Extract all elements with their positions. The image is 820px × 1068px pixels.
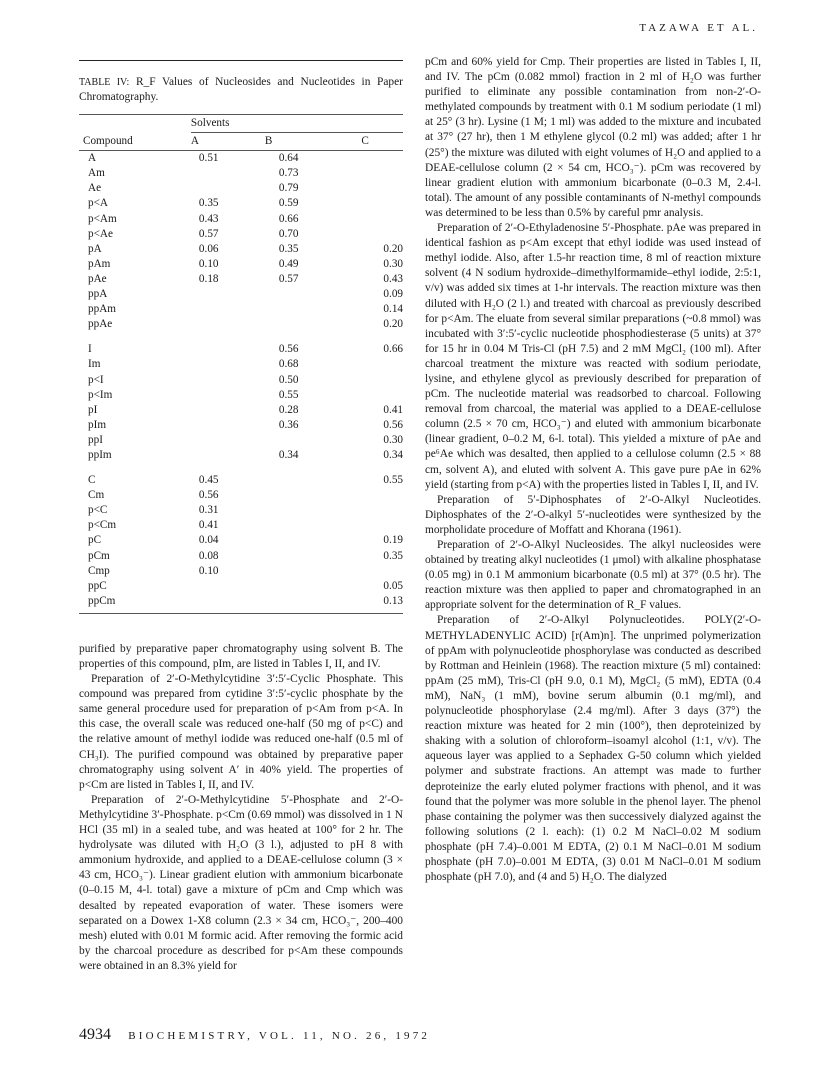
rf-value-cell: 0.57 xyxy=(198,227,219,240)
rf-value-cell xyxy=(265,433,362,448)
rf-value-cell xyxy=(191,317,265,332)
compound-cell: A xyxy=(88,152,97,165)
rf-value-cell xyxy=(361,151,403,167)
rf-value-cell: 0.41 xyxy=(383,403,403,416)
column-header-a: A xyxy=(191,133,265,151)
compound-cell: pCm xyxy=(88,549,110,562)
table-row xyxy=(79,579,403,594)
rf-value-cell: 0.04 xyxy=(198,534,219,547)
table-row xyxy=(79,196,403,211)
compound-cell: p<Am xyxy=(88,212,117,225)
rf-value-cell xyxy=(191,357,265,372)
table-row xyxy=(79,373,403,388)
rf-value-cell xyxy=(361,518,403,533)
table-row xyxy=(79,564,403,579)
rf-value-cell xyxy=(265,302,362,317)
compound-cell: I xyxy=(88,343,92,356)
rf-value-cell xyxy=(191,342,265,357)
rf-value-cell: 0.41 xyxy=(198,519,219,532)
rf-value-cell xyxy=(265,488,362,503)
compound-cell: Im xyxy=(88,358,101,371)
compound-cell: Cmp xyxy=(88,564,110,577)
left-paragraph: Preparation of 2′-O-Methylcytidine 5′-Phosphate and 2′-O-Methylcytidine 3′-Phosphate. p<Cm (0.69 mmol) was dissolved in 1 N HCl (35 ml) in a sealed tube, and was heated at 100° for 2 hr. The hydrolysate was diluted with H₂O (3 l.), adjusted to pH 8 with ammonium hydroxide, and applied to a DEAE-cellulose column (3 × 43 cm, HCO₃⁻). Linear gradient elution with ammonium bicarbonate (0–0.15 M, 4-l. total) gave a mixture of pCm and Cmp which was desalted by repeated evaporation of water. These isomers were separated on a Dowex 1-X8 column (2.3 × 34 cm, HCO₃⁻, 200–400 mesh) eluted with 0.01 M formic acid. After removing the formic acid by the charcoal procedure as described for p<Am these compounds were obtained in an 8.3% yield for xyxy=(79,793,403,972)
table-row xyxy=(79,317,403,332)
rf-value-cell xyxy=(191,594,265,609)
rf-value-cell xyxy=(361,212,403,227)
rf-value-cell xyxy=(191,181,265,196)
column-header-compound: Compound xyxy=(79,133,191,151)
rf-value-cell xyxy=(191,166,265,181)
column-header-b: B xyxy=(265,133,362,151)
rf-value-cell xyxy=(265,579,362,594)
rf-value-cell xyxy=(361,388,403,403)
compound-cell: ppI xyxy=(88,433,103,446)
compound-cell: p<A xyxy=(88,197,108,210)
rf-value-cell xyxy=(265,287,362,302)
compound-cell: ppIm xyxy=(88,448,112,461)
table-row xyxy=(79,257,403,272)
rf-value-cell: 0.13 xyxy=(383,594,403,607)
rf-value-cell: 0.43 xyxy=(198,212,219,225)
rf-value-cell xyxy=(191,373,265,388)
group-spacer xyxy=(79,332,403,342)
table-row xyxy=(79,342,403,357)
rf-table xyxy=(79,114,403,609)
compound-cell: Ae xyxy=(88,182,102,195)
rf-value-cell xyxy=(265,564,362,579)
rf-value-cell: 0.70 xyxy=(278,227,299,240)
page-footer xyxy=(79,1026,430,1044)
rf-value-cell xyxy=(191,433,265,448)
table-row xyxy=(79,433,403,448)
table-row xyxy=(79,503,403,518)
rf-value-cell: 0.55 xyxy=(278,388,299,401)
rf-value-cell: 0.51 xyxy=(198,152,219,165)
rf-value-cell: 0.18 xyxy=(198,272,219,285)
rf-value-cell xyxy=(361,357,403,372)
table-caption xyxy=(79,60,403,104)
rf-value-cell xyxy=(265,533,362,548)
table-row xyxy=(79,488,403,503)
rf-value-cell: 0.56 xyxy=(383,418,403,431)
compound-cell: p<C xyxy=(88,504,108,517)
group-spacer xyxy=(79,463,403,473)
rf-value-cell xyxy=(361,373,403,388)
right-paragraph: pCm and 60% yield for Cmp. Their properties are listed in Tables I, II, and IV. The pCm (0.082 mmol) fraction in 2 ml of H₂O was further purified to eliminate any possible contamination from non-2′-O-methylated compounds by treatment with 0.1 M sodium periodate (1 ml) at 25° (3 hr). Lysine (1 M; 1 ml) was added to the mixture and incubated at 37° (27 hr), then 1 M ethylene glycol (0.2 ml) was added; after 1 hr (25°) the mixture was diluted with eight volumes of H₂O and applied to a DEAE-cellulose column (2 × 54 cm, HCO₃⁻). pCm was recovered by linear gradient elution with ammonium bicarbonate (0–0.3 M, 2.4-l. total). The amount of any possible contaminants of N-methyl compounds was determined to be less than 0.5% by careful pmr analysis. xyxy=(425,56,761,219)
rf-value-cell: 0.66 xyxy=(278,212,299,225)
rf-value-cell xyxy=(265,549,362,564)
rf-value-cell: 0.35 xyxy=(198,197,219,210)
compound-cell: Cm xyxy=(88,489,105,502)
rf-value-cell: 0.14 xyxy=(383,303,403,316)
rf-value-cell: 0.05 xyxy=(383,579,403,592)
left-column xyxy=(79,60,403,974)
rf-value-cell: 0.43 xyxy=(383,272,403,285)
rf-value-cell xyxy=(361,166,403,181)
compound-cell: Am xyxy=(88,167,105,180)
table-row xyxy=(79,302,403,317)
journal-citation: BIOCHEMISTRY, VOL. 11, NO. 26, 1972 xyxy=(128,1030,431,1042)
rf-value-cell: 0.73 xyxy=(278,167,299,180)
left-paragraph: purified by preparative paper chromatography using solvent B. The properties of this compound, pIm, are listed in Tables I, II, and IV. xyxy=(79,642,403,670)
rf-value-cell xyxy=(265,518,362,533)
rf-value-cell xyxy=(191,448,265,463)
rf-value-cell xyxy=(361,227,403,242)
rf-value-cell xyxy=(265,503,362,518)
table-row xyxy=(79,448,403,463)
compound-cell: ppAe xyxy=(88,318,113,331)
right-paragraph: Preparation of 5′-Diphosphates of 2′-O-Alkyl Nucleotides. Diphosphates of the 2′-O-alkyl 5′-nucleotides were synthesized by the morpholidate procedure of Moffatt and Khorana (1961). xyxy=(425,493,761,536)
table-row xyxy=(79,533,403,548)
rf-value-cell xyxy=(361,564,403,579)
rf-value-cell: 0.56 xyxy=(278,343,299,356)
rf-value-cell: 0.19 xyxy=(383,534,403,547)
compound-cell: ppA xyxy=(88,288,108,301)
table-row xyxy=(79,227,403,242)
table-label: TABLE IV: xyxy=(79,77,130,88)
compound-cell: ppAm xyxy=(88,303,116,316)
rf-value-cell xyxy=(265,594,362,609)
rf-value-cell: 0.79 xyxy=(278,182,299,195)
compound-cell: ppC xyxy=(88,579,107,592)
compound-cell: C xyxy=(88,474,96,487)
right-paragraph: Preparation of 2′-O-Alkyl Nucleosides. The alkyl nucleosides were obtained by treating alkyl nucleotides (1 μmol) with alkaline phosphatase (0.05 mg) in 0.1 M ammonium bicarbonate (0.5 ml) at 37° (0.5 hr). The reaction mixture was then applied to paper and chromatographed in an appropriate solvent for the determination of R_F values. xyxy=(425,539,761,612)
rf-value-cell: 0.08 xyxy=(198,549,219,562)
table-row xyxy=(79,518,403,533)
rf-value-cell: 0.36 xyxy=(278,418,299,431)
rf-value-cell: 0.59 xyxy=(278,197,299,210)
rf-value-cell xyxy=(191,579,265,594)
left-paragraph: Preparation of 2′-O-Methylcytidine 3′:5′-Cyclic Phosphate. This compound was prepared from cytidine 3′:5′-cyclic phosphate by the same general procedure used for preparation of p<Am from p<A. In this case, the overall scale was reduced one-half (50 mg of p<C) and the relative amount of methyl iodide was reduced one-half (0.5 ml of CH₃I). The purified compound was obtained by preparative paper chromatography using solvent A′ in 40% yield. The properties of p<Cm are listed in Tables I, II, and IV. xyxy=(79,673,403,791)
rf-value-cell xyxy=(191,302,265,317)
table-row xyxy=(79,403,403,418)
rf-value-cell: 0.34 xyxy=(383,448,403,461)
rf-value-cell: 0.28 xyxy=(278,403,299,416)
running-header: TAZAWA ET AL. xyxy=(639,22,758,34)
rf-value-cell xyxy=(361,503,403,518)
right-paragraph: Preparation of 2′-O-Ethyladenosine 5′-Phosphate. pAe was prepared in identical fashion as p<Am except that ethyl iodide was used instead of methyl iodide. Also, after 1.5-hr reaction time, 8 ml of reaction mixture solvent (4 N sodium hydroxide–dimethylformamide–ethyl iodide, 2:5:1, v/v) was added six times at 1-hr intervals. The reaction mixture was then diluted with H₂O (2 l.) and treated with charcoal as previously described for p<Am. The eluate from several similar preparations (~0.8 mmol) was incubated with 3′:5′-cyclic nucleotide phosphodiesterase (5 units) at 37° for 15 hr in 0.04 M Tris-Cl (pH 7.5) and 2 mM MgCl₂ (100 ml). After charcoal treatment the mixture was reacted with sodium periodate, lysine, and ethylene glycol as previously described for preparation of pCm. The nucleotide material was readsorbed to charcoal. Following removal from charcoal, the material was applied to a DEAE-cellulose column (2.5 × 70 cm, HCO₃⁻) and eluted with ammonium bicarbonate (linear gradient, 0–0.2 M, 6-l. total). This yielded a mixture of pAe and pe⁶Ae which was desalted, then applied to a cellulose column (2.5 × 88 cm, solvent A), and eluted with solvent A. This gave pure pAe in 62% yield (starting from p<A) with the properties listed in Tables I, II, and IV. xyxy=(425,222,761,491)
table-row xyxy=(79,151,403,167)
rf-value-cell: 0.06 xyxy=(198,242,219,255)
solvents-header: Solvents xyxy=(191,115,403,133)
compound-cell: pA xyxy=(88,242,102,255)
rf-value-cell: 0.30 xyxy=(383,433,403,446)
rf-value-cell: 0.34 xyxy=(278,448,299,461)
rf-value-cell: 0.64 xyxy=(278,152,299,165)
table-row xyxy=(79,242,403,257)
rf-value-cell: 0.20 xyxy=(383,242,403,255)
rf-value-cell: 0.49 xyxy=(278,257,299,270)
rf-value-cell: 0.30 xyxy=(383,257,403,270)
table-row xyxy=(79,418,403,433)
page-number: 4934 xyxy=(79,1026,111,1043)
rf-value-cell: 0.10 xyxy=(198,564,219,577)
table-row xyxy=(79,357,403,372)
column-header-c: C xyxy=(361,133,403,151)
rf-value-cell: 0.45 xyxy=(198,474,219,487)
right-column xyxy=(425,55,761,885)
compound-cell: pI xyxy=(88,403,98,416)
rf-value-cell: 0.55 xyxy=(383,474,403,487)
table-row xyxy=(79,212,403,227)
rf-value-cell xyxy=(191,418,265,433)
table-row xyxy=(79,388,403,403)
rf-value-cell xyxy=(265,317,362,332)
compound-cell: p<Im xyxy=(88,388,113,401)
rf-value-cell xyxy=(191,388,265,403)
rf-value-cell: 0.56 xyxy=(198,489,219,502)
rf-value-cell xyxy=(191,403,265,418)
table-row xyxy=(79,181,403,196)
rf-value-cell: 0.66 xyxy=(383,343,403,356)
compound-cell: p<Ae xyxy=(88,227,113,240)
compound-cell: pAe xyxy=(88,272,107,285)
rf-value-cell: 0.50 xyxy=(278,373,299,386)
rf-value-cell xyxy=(265,473,362,488)
compound-cell: pIm xyxy=(88,418,107,431)
rf-value-cell xyxy=(361,488,403,503)
rf-value-cell xyxy=(361,181,403,196)
table-row xyxy=(79,166,403,181)
table-row xyxy=(79,549,403,564)
rf-value-cell: 0.35 xyxy=(383,549,403,562)
right-paragraph: Preparation of 2′-O-Alkyl Polynucleotides. POLY(2′-O-METHYLADENYLIC ACID) [r(Am)n]. The unprimed polymerization of ppAm with polynucleotide phosphorylase was conducted as described by Rottman and Heinlein (1968). The reaction mixture (5 ml) contained: ppAm (25 mM), Tris-Cl (pH 9.0, 0.1 M), MgCl₂ (5 mM), EDTA (0.4 mM), NaN₃ (1 mM), bovine serum albumin (0.1 mg/ml), and polynucleotide phosphorylase (2.4 mg/ml). After 3 days (37°) the reaction mixture was heated for 2 min (100°), then deproteinized by shaking with a solution of chloroform–isoamyl alcohol (1:1, v/v). The aqueous layer was applied to a Sephadex G-50 column which yielded polymer and substrate fractions. An attempt was made to further deproteinize the early eluted polymer fractions with phenol, and it was found that the polymer was more soluble in the phenol layer. The phenol phase containing the polymer was then successively dialyzed against the following solutions (2 l. each): (1) 0.2 M NaCl–0.02 M sodium phosphate (pH 7.4)–0.001 M EDTA, (2) 0.1 M NaCl–0.01 M sodium phosphate (pH 7.0)–0.001 M EDTA, (3) 0.01 M NaCl–0.01 M sodium phosphate (pH 7.0), and (4 and 5) H₂O. The dialyzed xyxy=(425,614,761,884)
left-body-text xyxy=(79,642,403,974)
table-row xyxy=(79,272,403,287)
rf-value-cell: 0.57 xyxy=(278,272,299,285)
compound-cell: ppCm xyxy=(88,594,116,607)
compound-cell: p<Cm xyxy=(88,519,117,532)
compound-cell: p<I xyxy=(88,373,104,386)
table-bottom-rule xyxy=(79,613,403,614)
table-row xyxy=(79,473,403,488)
rf-value-cell: 0.68 xyxy=(278,358,299,371)
compound-cell: pC xyxy=(88,534,102,547)
rf-value-cell xyxy=(361,196,403,211)
table-row xyxy=(79,287,403,302)
rf-value-cell: 0.09 xyxy=(383,288,403,301)
rf-value-cell xyxy=(191,287,265,302)
rf-value-cell: 0.20 xyxy=(383,318,403,331)
rf-value-cell: 0.31 xyxy=(198,504,219,517)
rf-value-cell: 0.10 xyxy=(198,257,219,270)
compound-cell: pAm xyxy=(88,257,111,270)
table-title: R_F Values of Nucleosides and Nucleotides in Paper Chromatography. xyxy=(79,76,403,103)
table-body xyxy=(79,151,403,609)
table-row xyxy=(79,594,403,609)
rf-value-cell: 0.35 xyxy=(278,242,299,255)
